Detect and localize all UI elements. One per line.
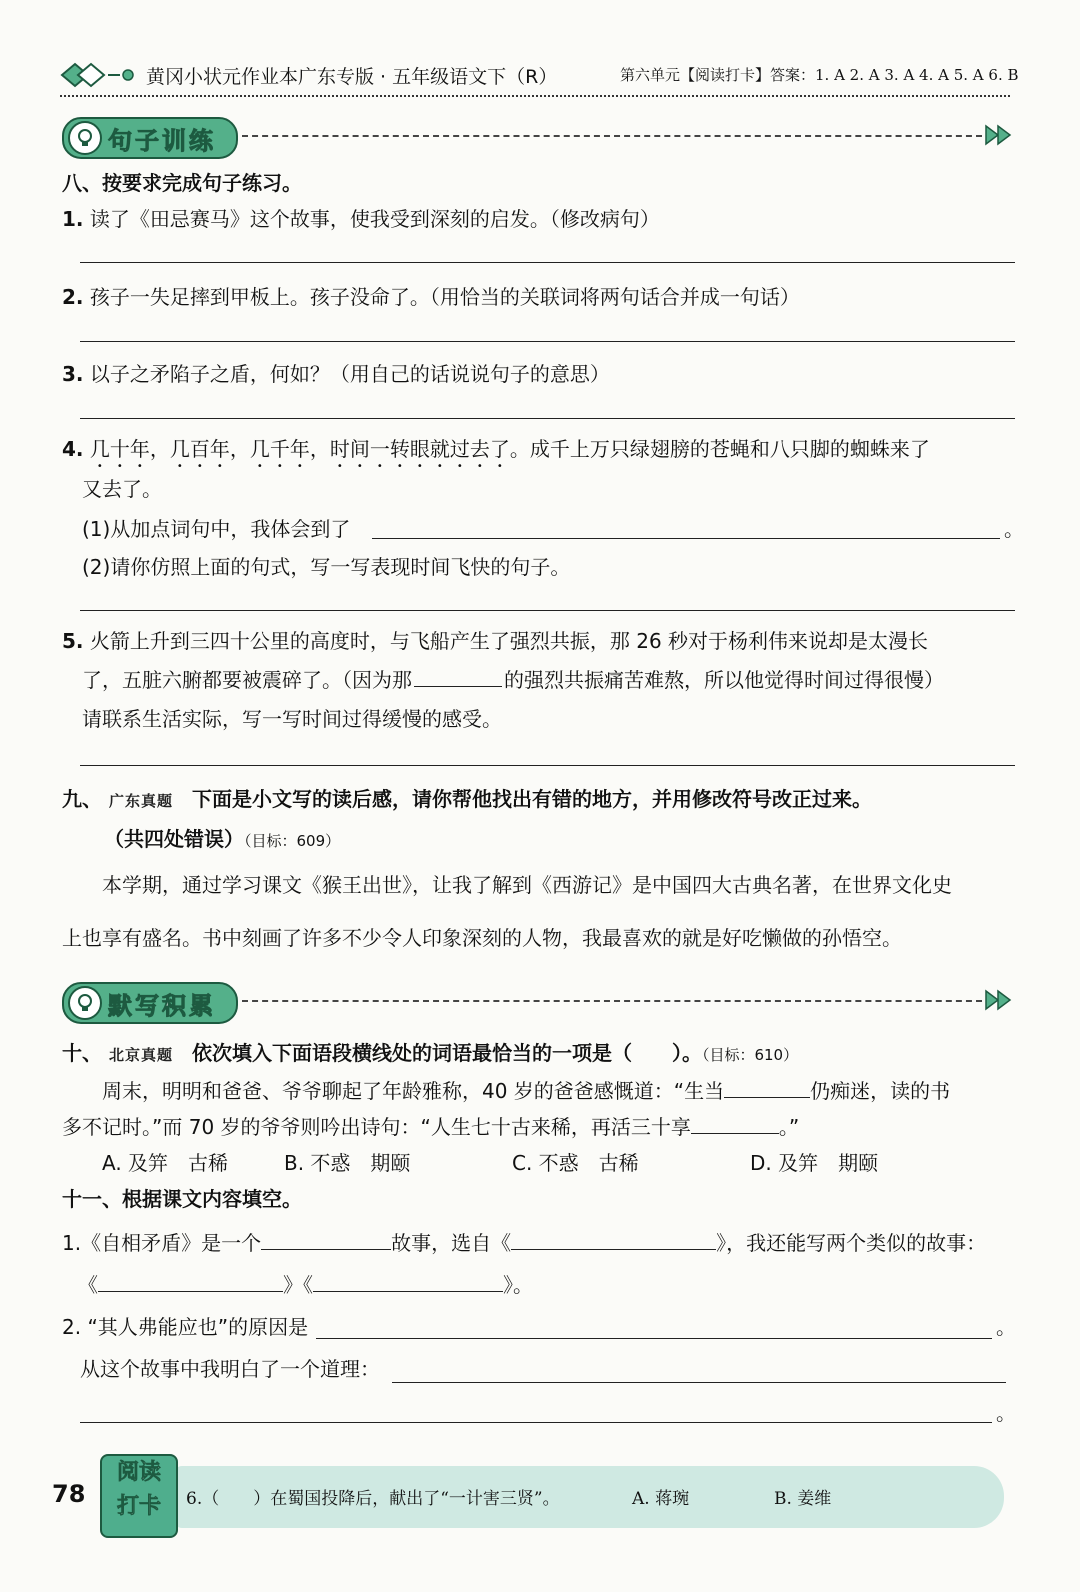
q10-heading: 十、 北京真题 依次填入下面语段横线处的词语最恰当的一项是（ ）。（目标：610）	[62, 1041, 799, 1065]
q9-para-1: 本学期，通过学习课文《猴王出世》，让我了解到《西游记》是中国四大古典名著，在世界文化史	[102, 873, 952, 897]
answer-line[interactable]	[392, 1382, 1006, 1383]
q11-item-2-line2: 从这个故事中我明白了一个道理：	[80, 1357, 380, 1381]
section-badge-sentence-training	[62, 117, 238, 159]
answer-line[interactable]	[316, 1338, 992, 1339]
q11-item-1: 1.《自相矛盾》是一个 故事，选自《 》，我还能写两个类似的故事：	[62, 1231, 987, 1255]
badge-label: 默写积累	[108, 991, 216, 1020]
book-title: 黄冈小状元作业本广东专版 · 五年级语文下（R）	[146, 66, 558, 88]
lightbulb-icon	[68, 121, 102, 155]
q10-option-d[interactable]: D. 及笄 期颐	[750, 1151, 879, 1175]
q10-option-c[interactable]: C. 不惑 古稀	[512, 1151, 639, 1175]
q8-item-4-sub2: (2)请你仿照上面的句式，写一写表现时间飞快的句子。	[82, 555, 571, 579]
q8-title: 八、按要求完成句子练习。	[62, 171, 302, 195]
source-tag: 北京真题	[108, 1046, 173, 1064]
badge-label: 句子训练	[108, 126, 216, 155]
blank[interactable]	[414, 686, 502, 687]
footer-option-a[interactable]: A. 蒋琬	[632, 1489, 690, 1509]
reading-card-badge: 阅读 打卡	[100, 1454, 178, 1538]
q8-item-4-line2: 又去了。	[82, 477, 162, 501]
answer-line[interactable]	[372, 538, 1000, 539]
q8-item-4-sub1: (1)从加点词句中，我体会到了	[82, 517, 351, 541]
double-arrow-icon	[984, 124, 1014, 146]
blank[interactable]	[724, 1097, 810, 1098]
period: 。	[1004, 517, 1024, 541]
answer-line[interactable]	[80, 610, 1015, 611]
q8-item-5-line3: 请联系生活实际，写一写时间过得缓慢的感受。	[82, 707, 502, 731]
q8-item-5-line2: 了，五脏六腑都要被震碎了。（因为那 的强烈共振痛苦难熬，所以他觉得时间过得很慢）	[82, 668, 944, 692]
q9-note: （共四处错误）（目标：609）	[104, 827, 341, 851]
blank[interactable]	[313, 1291, 503, 1292]
lightbulb-icon	[68, 986, 102, 1020]
section-divider	[242, 135, 982, 137]
q8-item-5: 5. 火箭上升到三四十公里的高度时，与飞船产生了强烈共振，那 26 秒对于杨利伟来说却是太漫长	[62, 629, 929, 653]
blank[interactable]	[691, 1133, 779, 1134]
period: 。	[996, 1401, 1016, 1425]
q8-item-2: 2. 孩子一失足摔到甲板上。孩子没命了。（用恰当的关联词将两句话合并成一句话）	[62, 285, 800, 309]
answer-line[interactable]	[80, 1422, 992, 1423]
q8-item-1: 1. 读了《田忌赛马》这个故事，使我受到深刻的启发。（修改病句）	[62, 207, 660, 231]
q11-title: 十一、根据课文内容填空。	[62, 1187, 302, 1211]
blank[interactable]	[98, 1291, 283, 1292]
q9-para-2: 上也享有盛名。书中刻画了许多不少令人印象深刻的人物，我最喜欢的就是好吃懒做的孙悟空。	[62, 926, 902, 950]
diamond-logo-icon	[58, 60, 138, 90]
q11-item-1-line2: 《 》《 》。	[78, 1273, 533, 1297]
answer-line[interactable]	[80, 765, 1015, 766]
double-arrow-icon	[984, 989, 1014, 1011]
answer-line[interactable]	[80, 341, 1015, 342]
q11-item-2: 2. “其人弗能应也”的原因是	[62, 1315, 309, 1339]
q10-option-a[interactable]: A. 及笄 古稀	[102, 1151, 229, 1175]
q8-item-3: 3. 以子之矛陷子之盾，何如？（用自己的话说说句子的意思）	[62, 362, 610, 386]
source-tag: 广东真题	[108, 792, 173, 810]
header-divider	[60, 95, 1010, 97]
answer-line[interactable]	[80, 418, 1015, 419]
q10-line-1: 周末，明明和爸爸、爷爷聊起了年龄雅称，40 岁的爸爸感慨道：“生当 仍痴迷，读的书	[102, 1079, 951, 1103]
section-divider	[242, 1000, 982, 1002]
footer-question: 6.（ ）在蜀国投降后，献出了“一计害三贤”。	[186, 1489, 560, 1509]
q10-line-2: 多不记时。”而 70 岁的爷爷则吟出诗句：“人生七十古来稀，再活三十享 。”	[62, 1115, 800, 1139]
blank[interactable]	[261, 1249, 391, 1250]
q8-item-4: 4. 几十年，几百年，几千年，时间一转眼就过去了。成千上万只绿翅膀的苍蝇和八只脚的蜘蛛来了	[62, 437, 930, 461]
blank[interactable]	[511, 1249, 716, 1250]
answer-line[interactable]	[80, 262, 1015, 263]
section-badge-dictation	[62, 982, 238, 1024]
q9-heading: 九、 广东真题 下面是小文写的读后感，请你帮他找出有错的地方，并用修改符号改正过来。	[62, 787, 872, 811]
footer-option-b[interactable]: B. 姜维	[774, 1489, 832, 1509]
q10-option-b[interactable]: B. 不惑 期颐	[284, 1151, 411, 1175]
answer-key: 第六单元【阅读打卡】答案：1. A 2. A 3. A 4. A 5. A 6. B	[620, 66, 1019, 84]
page-number: 78	[52, 1480, 86, 1508]
period: 。	[996, 1315, 1016, 1339]
